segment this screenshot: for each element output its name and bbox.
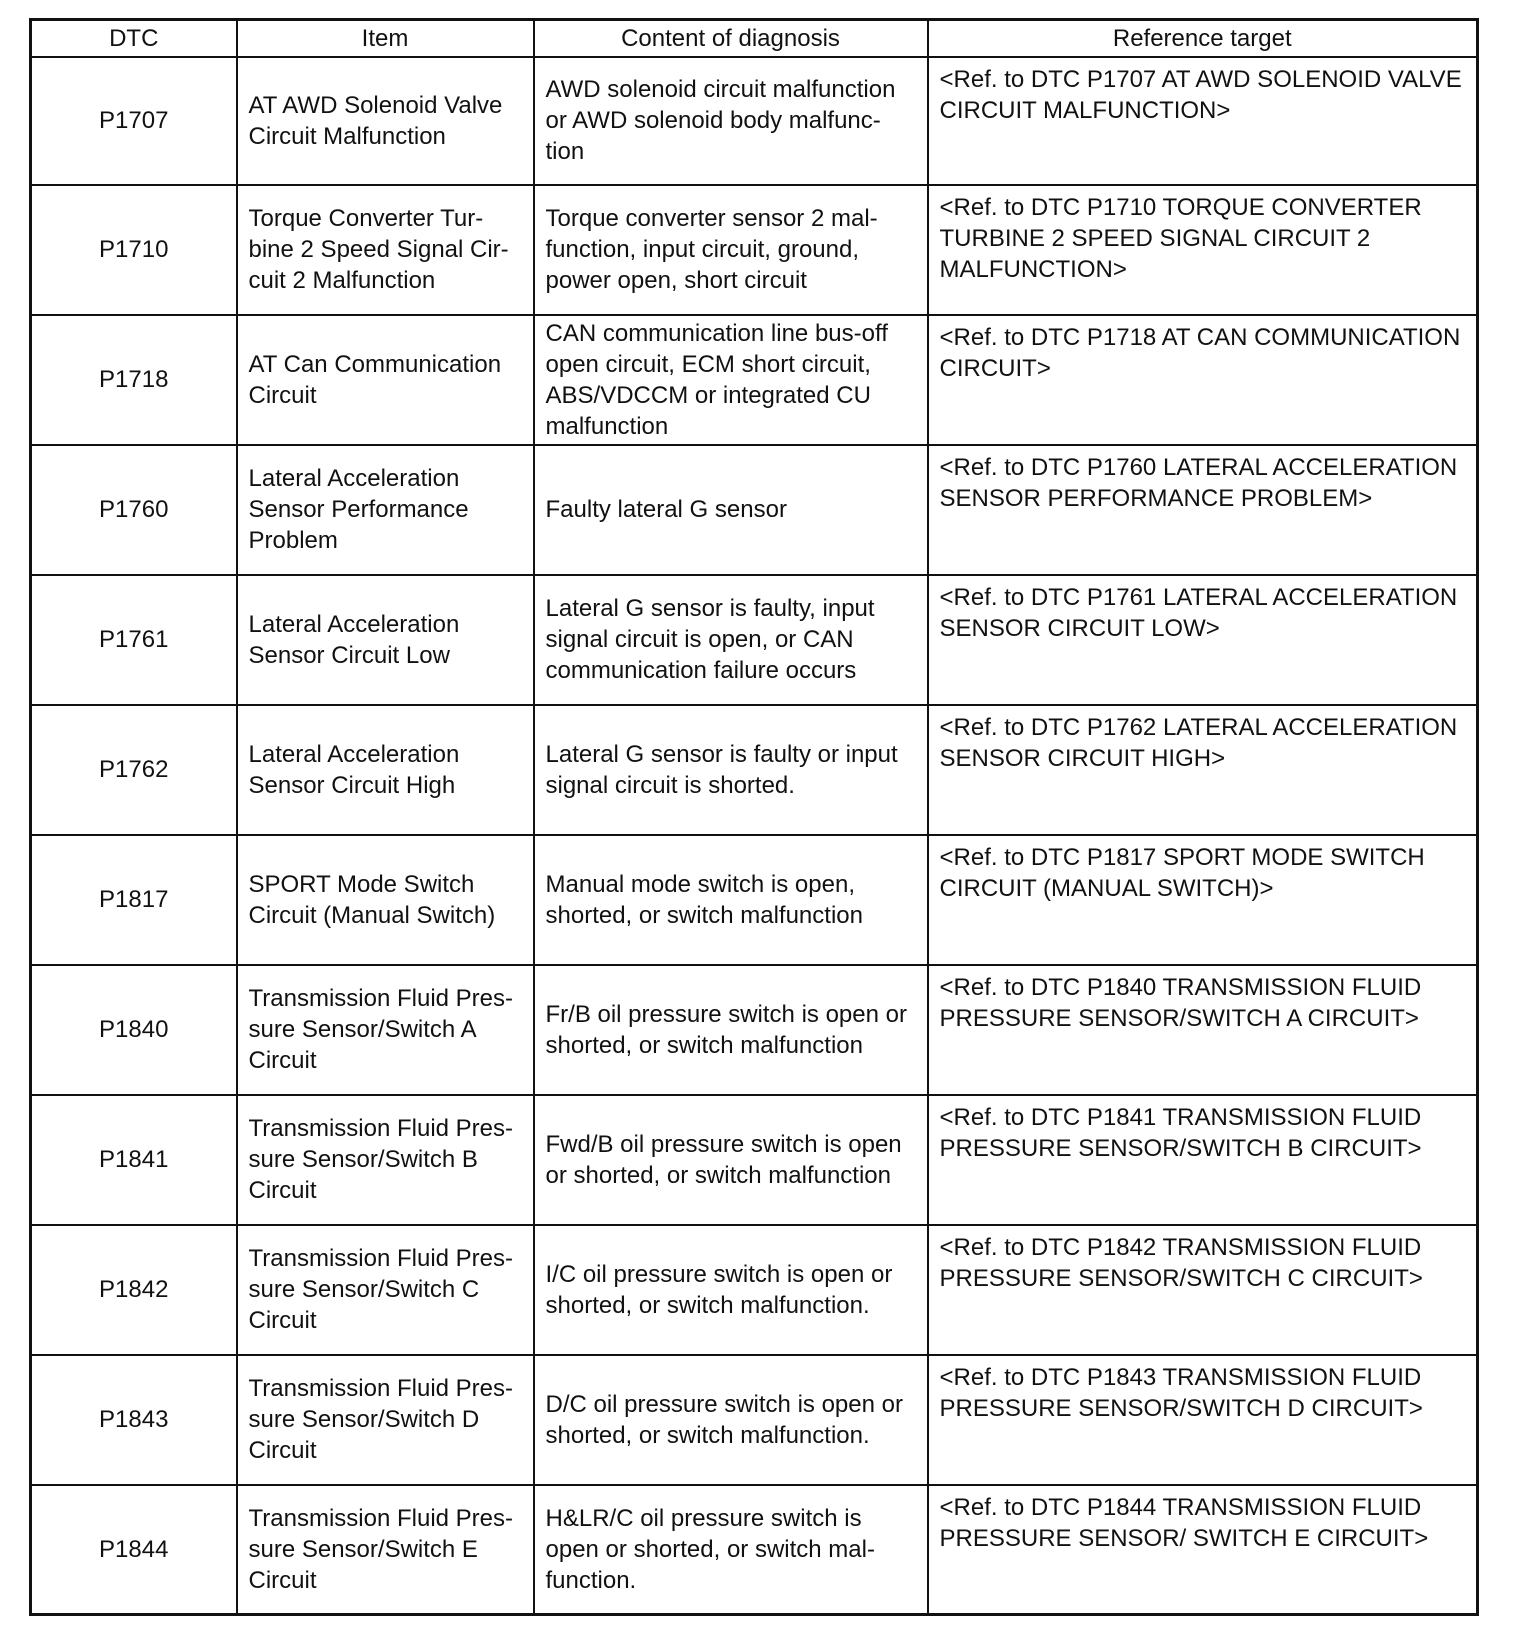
diagnosis-content-cell: D/C oil pressure switch is open or shorted, or switch malfunction.	[534, 1355, 928, 1485]
reference-target-cell: <Ref. to DTC P1761 LATERAL ACCELERATION SENSOR CIRCUIT LOW>	[928, 575, 1478, 705]
diagnosis-content-cell: CAN communication line bus-off open circuit, ECM short circuit, ABS/VDCCM or integrated CU malfunction	[534, 315, 928, 445]
reference-target-cell: <Ref. to DTC P1707 AT AWD SOLENOID VALVE CIRCUIT MALFUNCTION>	[928, 57, 1478, 185]
diagnosis-content-cell: AWD solenoid circuit malfunction or AWD solenoid body malfunc-tion	[534, 57, 928, 185]
header-reference: Reference target	[928, 20, 1478, 57]
table-row	[31, 1355, 1478, 1485]
reference-target-cell: <Ref. to DTC P1844 TRANSMISSION FLUID PRESSURE SENSOR/ SWITCH E CIRCUIT>	[928, 1485, 1478, 1615]
item-cell: Transmission Fluid Pres-sure Sensor/Switch A Circuit	[237, 965, 534, 1095]
reference-target-cell: <Ref. to DTC P1718 AT CAN COMMUNICATION CIRCUIT>	[928, 315, 1478, 445]
table-row	[31, 835, 1478, 965]
table-row	[31, 57, 1478, 185]
reference-target-cell: <Ref. to DTC P1710 TORQUE CONVERTER TURBINE 2 SPEED SIGNAL CIRCUIT 2 MALFUNCTION>	[928, 185, 1478, 315]
table-row	[31, 575, 1478, 705]
dtc-code-cell: P1844	[31, 1485, 237, 1615]
item-cell: Transmission Fluid Pres-sure Sensor/Switch C Circuit	[237, 1225, 534, 1355]
diagnosis-content-cell: I/C oil pressure switch is open or shorted, or switch malfunction.	[534, 1225, 928, 1355]
diagnosis-content-cell: Manual mode switch is open, shorted, or switch malfunction	[534, 835, 928, 965]
reference-target-cell: <Ref. to DTC P1760 LATERAL ACCELERATION SENSOR PERFORMANCE PROBLEM>	[928, 445, 1478, 575]
header-row	[31, 20, 1478, 57]
header-dtc: DTC	[31, 20, 237, 57]
dtc-code-cell: P1760	[31, 445, 237, 575]
reference-target-cell: <Ref. to DTC P1842 TRANSMISSION FLUID PRESSURE SENSOR/SWITCH C CIRCUIT>	[928, 1225, 1478, 1355]
item-cell: Torque Converter Tur-bine 2 Speed Signal Cir-cuit 2 Malfunction	[237, 185, 534, 315]
reference-target-cell: <Ref. to DTC P1840 TRANSMISSION FLUID PRESSURE SENSOR/SWITCH A CIRCUIT>	[928, 965, 1478, 1095]
item-cell: Lateral Acceleration Sensor Circuit Low	[237, 575, 534, 705]
table-row	[31, 705, 1478, 835]
item-cell: Transmission Fluid Pres-sure Sensor/Switch E Circuit	[237, 1485, 534, 1615]
dtc-code-cell: P1841	[31, 1095, 237, 1225]
table-row	[31, 315, 1478, 445]
diagnosis-content-cell: Fwd/B oil pressure switch is open or shorted, or switch malfunction	[534, 1095, 928, 1225]
table-row	[31, 445, 1478, 575]
item-cell: AT Can Communication Circuit	[237, 315, 534, 445]
reference-target-cell: <Ref. to DTC P1841 TRANSMISSION FLUID PRESSURE SENSOR/SWITCH B CIRCUIT>	[928, 1095, 1478, 1225]
diagnosis-content-cell: Lateral G sensor is faulty, input signal circuit is open, or CAN communication failure occurs	[534, 575, 928, 705]
item-cell: Transmission Fluid Pres-sure Sensor/Switch B Circuit	[237, 1095, 534, 1225]
table-row	[31, 1225, 1478, 1355]
dtc-code-cell: P1707	[31, 57, 237, 185]
dtc-code-cell: P1840	[31, 965, 237, 1095]
dtc-code-cell: P1842	[31, 1225, 237, 1355]
dtc-table	[29, 18, 1479, 1616]
item-cell: Lateral Acceleration Sensor Circuit High	[237, 705, 534, 835]
reference-target-cell: <Ref. to DTC P1843 TRANSMISSION FLUID PRESSURE SENSOR/SWITCH D CIRCUIT>	[928, 1355, 1478, 1485]
dtc-code-cell: P1761	[31, 575, 237, 705]
dtc-code-cell: P1710	[31, 185, 237, 315]
table-body	[31, 57, 1478, 1615]
reference-target-cell: <Ref. to DTC P1817 SPORT MODE SWITCH CIRCUIT (MANUAL SWITCH)>	[928, 835, 1478, 965]
table-row	[31, 1095, 1478, 1225]
item-cell: Transmission Fluid Pres-sure Sensor/Switch D Circuit	[237, 1355, 534, 1485]
header-item: Item	[237, 20, 534, 57]
table-row	[31, 185, 1478, 315]
diagnosis-content-cell: Faulty lateral G sensor	[534, 445, 928, 575]
header-content: Content of diagnosis	[534, 20, 928, 57]
diagnosis-content-cell: Fr/B oil pressure switch is open or shorted, or switch malfunction	[534, 965, 928, 1095]
reference-target-cell: <Ref. to DTC P1762 LATERAL ACCELERATION SENSOR CIRCUIT HIGH>	[928, 705, 1478, 835]
diagnosis-content-cell: H&LR/C oil pressure switch is open or shorted, or switch mal-function.	[534, 1485, 928, 1615]
dtc-code-cell: P1762	[31, 705, 237, 835]
table-row	[31, 1485, 1478, 1615]
diagnosis-content-cell: Lateral G sensor is faulty or input signal circuit is shorted.	[534, 705, 928, 835]
item-cell: SPORT Mode Switch Circuit (Manual Switch)	[237, 835, 534, 965]
diagnosis-content-cell: Torque converter sensor 2 mal-function, input circuit, ground, power open, short circuit	[534, 185, 928, 315]
dtc-code-cell: P1718	[31, 315, 237, 445]
dtc-code-cell: P1843	[31, 1355, 237, 1485]
dtc-code-cell: P1817	[31, 835, 237, 965]
table-row	[31, 965, 1478, 1095]
table-header	[31, 20, 1478, 57]
item-cell: Lateral Acceleration Sensor Performance Problem	[237, 445, 534, 575]
item-cell: AT AWD Solenoid Valve Circuit Malfunction	[237, 57, 534, 185]
